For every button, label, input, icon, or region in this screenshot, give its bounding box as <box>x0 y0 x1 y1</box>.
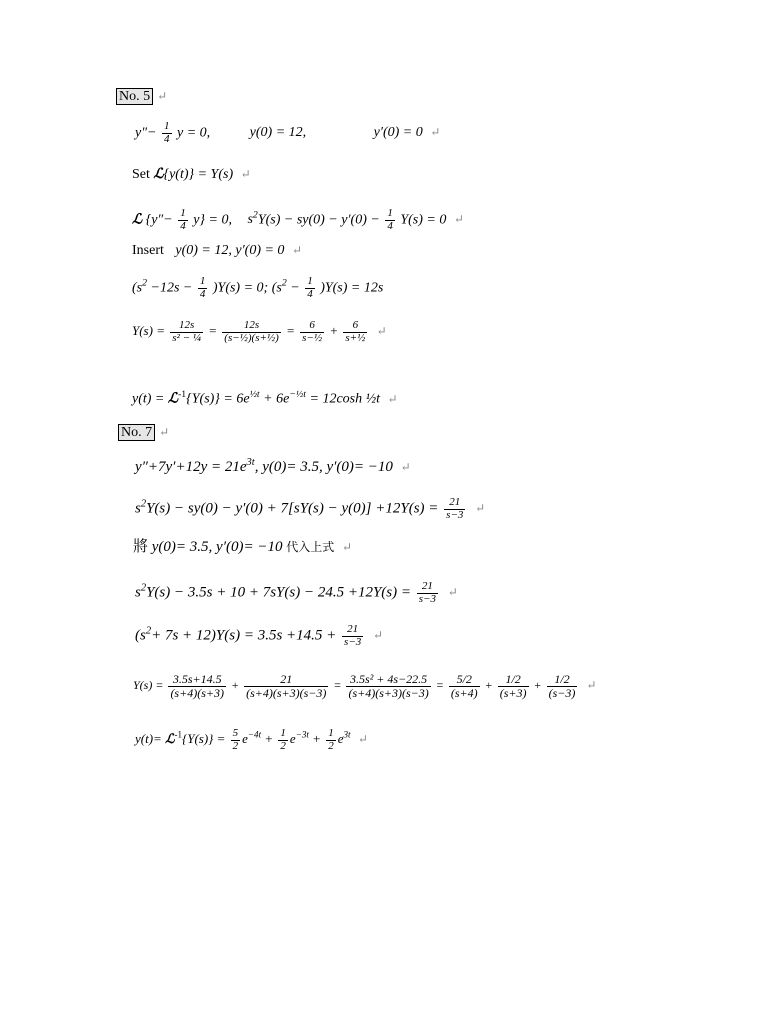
p7-solution: y(t)= ℒ$^{-1}${Y(s)} = $\frac{5}{2}$ $e^{-4t}$ + $\frac{1}{2}$ $e^{-3t}$ + $\frac{1}{2}$ $e^{3t}$ ↵ <box>135 727 368 752</box>
p7-collected-equation: $(s^2+ 7s + 12)Y(s) = 3.5s +14.5$ + $\frac{21}{s-3}$ ↵ <box>135 623 384 648</box>
problem-7-label: No. 7 ↵ <box>118 426 169 440</box>
p5-insert-line: Insert y(0) = 12, y′(0) = 0 ↵ <box>132 243 302 258</box>
p5-given-equation: y″− $\frac{1}{4}$ y = 0, y(0) = 12, y′(0) = 0 ↵ <box>135 120 441 145</box>
p7-given-equation: $y''+7y'+12y = 21e^{3t}$, y(0)= 3.5, y′(0)= −10 ↵ <box>135 457 411 475</box>
p7-transform-line: $s^2Y(s) - sy(0) - y'(0) + 7[sY(s) - y(0)] +12Y(s)$ = $\frac{21}{s-3}$ ↵ <box>135 496 486 521</box>
p7-substituted-equation: $s^2Y(s) - 3.5s + 10 + 7sY(s) - 24.5 +12Y(s)$ = $\frac{21}{s-3}$ ↵ <box>135 580 458 605</box>
p5-transform-line: ℒ {y″− $\frac{1}{4}$ y} = 0, $s^2Y(s) - sy(0) - y'(0)$ − $\frac{1}{4}$ Y(s) = 0 ↵ <box>132 207 464 232</box>
p7-substitute-line: 將 y(0)= 3.5, y′(0)= −10 代入上式 ↵ <box>133 539 353 555</box>
p7-partial-fractions: Y(s) = $\frac{3.5s+14.5}{(s+4)(s+3)}$ + $\frac{21}{(s+4)(s+3)(s-3)}$ = $\frac{\text{3.5s² + 4s−22.5}}{(s+4)(s+3)(s-3)}$ = $\frac{5/2}{(s+4)}$ + $\frac{1/2}{(s+3)}$ + $\frac{1/2}{(s-3)}$ ↵ <box>133 672 597 700</box>
p5-fraction-quarter: $\frac{1}{4}$ <box>164 120 170 145</box>
p5-solution: y(t) = ℒ$^{-1}${Y(s)} = $6e^{\frac{1}{2}t} + 6e^{-\frac{1}{2}t} = 12\cosh$ ½t ↵ <box>132 389 398 407</box>
problem-5-label: No. 5 ↵ <box>116 90 167 104</box>
p5-partial-fractions: Y(s) = $\frac{12s}{\text{s² − ¼}}$ = $\frac{12s}{\text{(s−½)(s+½)}}$ = $\frac{6}{\text{s−½}}$ + $\frac{6}{\text{s+½}}$ ↵ <box>132 319 387 344</box>
p5-algebra-line: ($s^2 -12s$ − $\frac{1}{4}$ )Y(s) = 0; ($s^2$ − $\frac{1}{4}$ )Y(s) = 12s <box>132 275 384 300</box>
p5-set-line: Set ℒ{y(t)} = Y(s) ↵ <box>132 166 251 182</box>
